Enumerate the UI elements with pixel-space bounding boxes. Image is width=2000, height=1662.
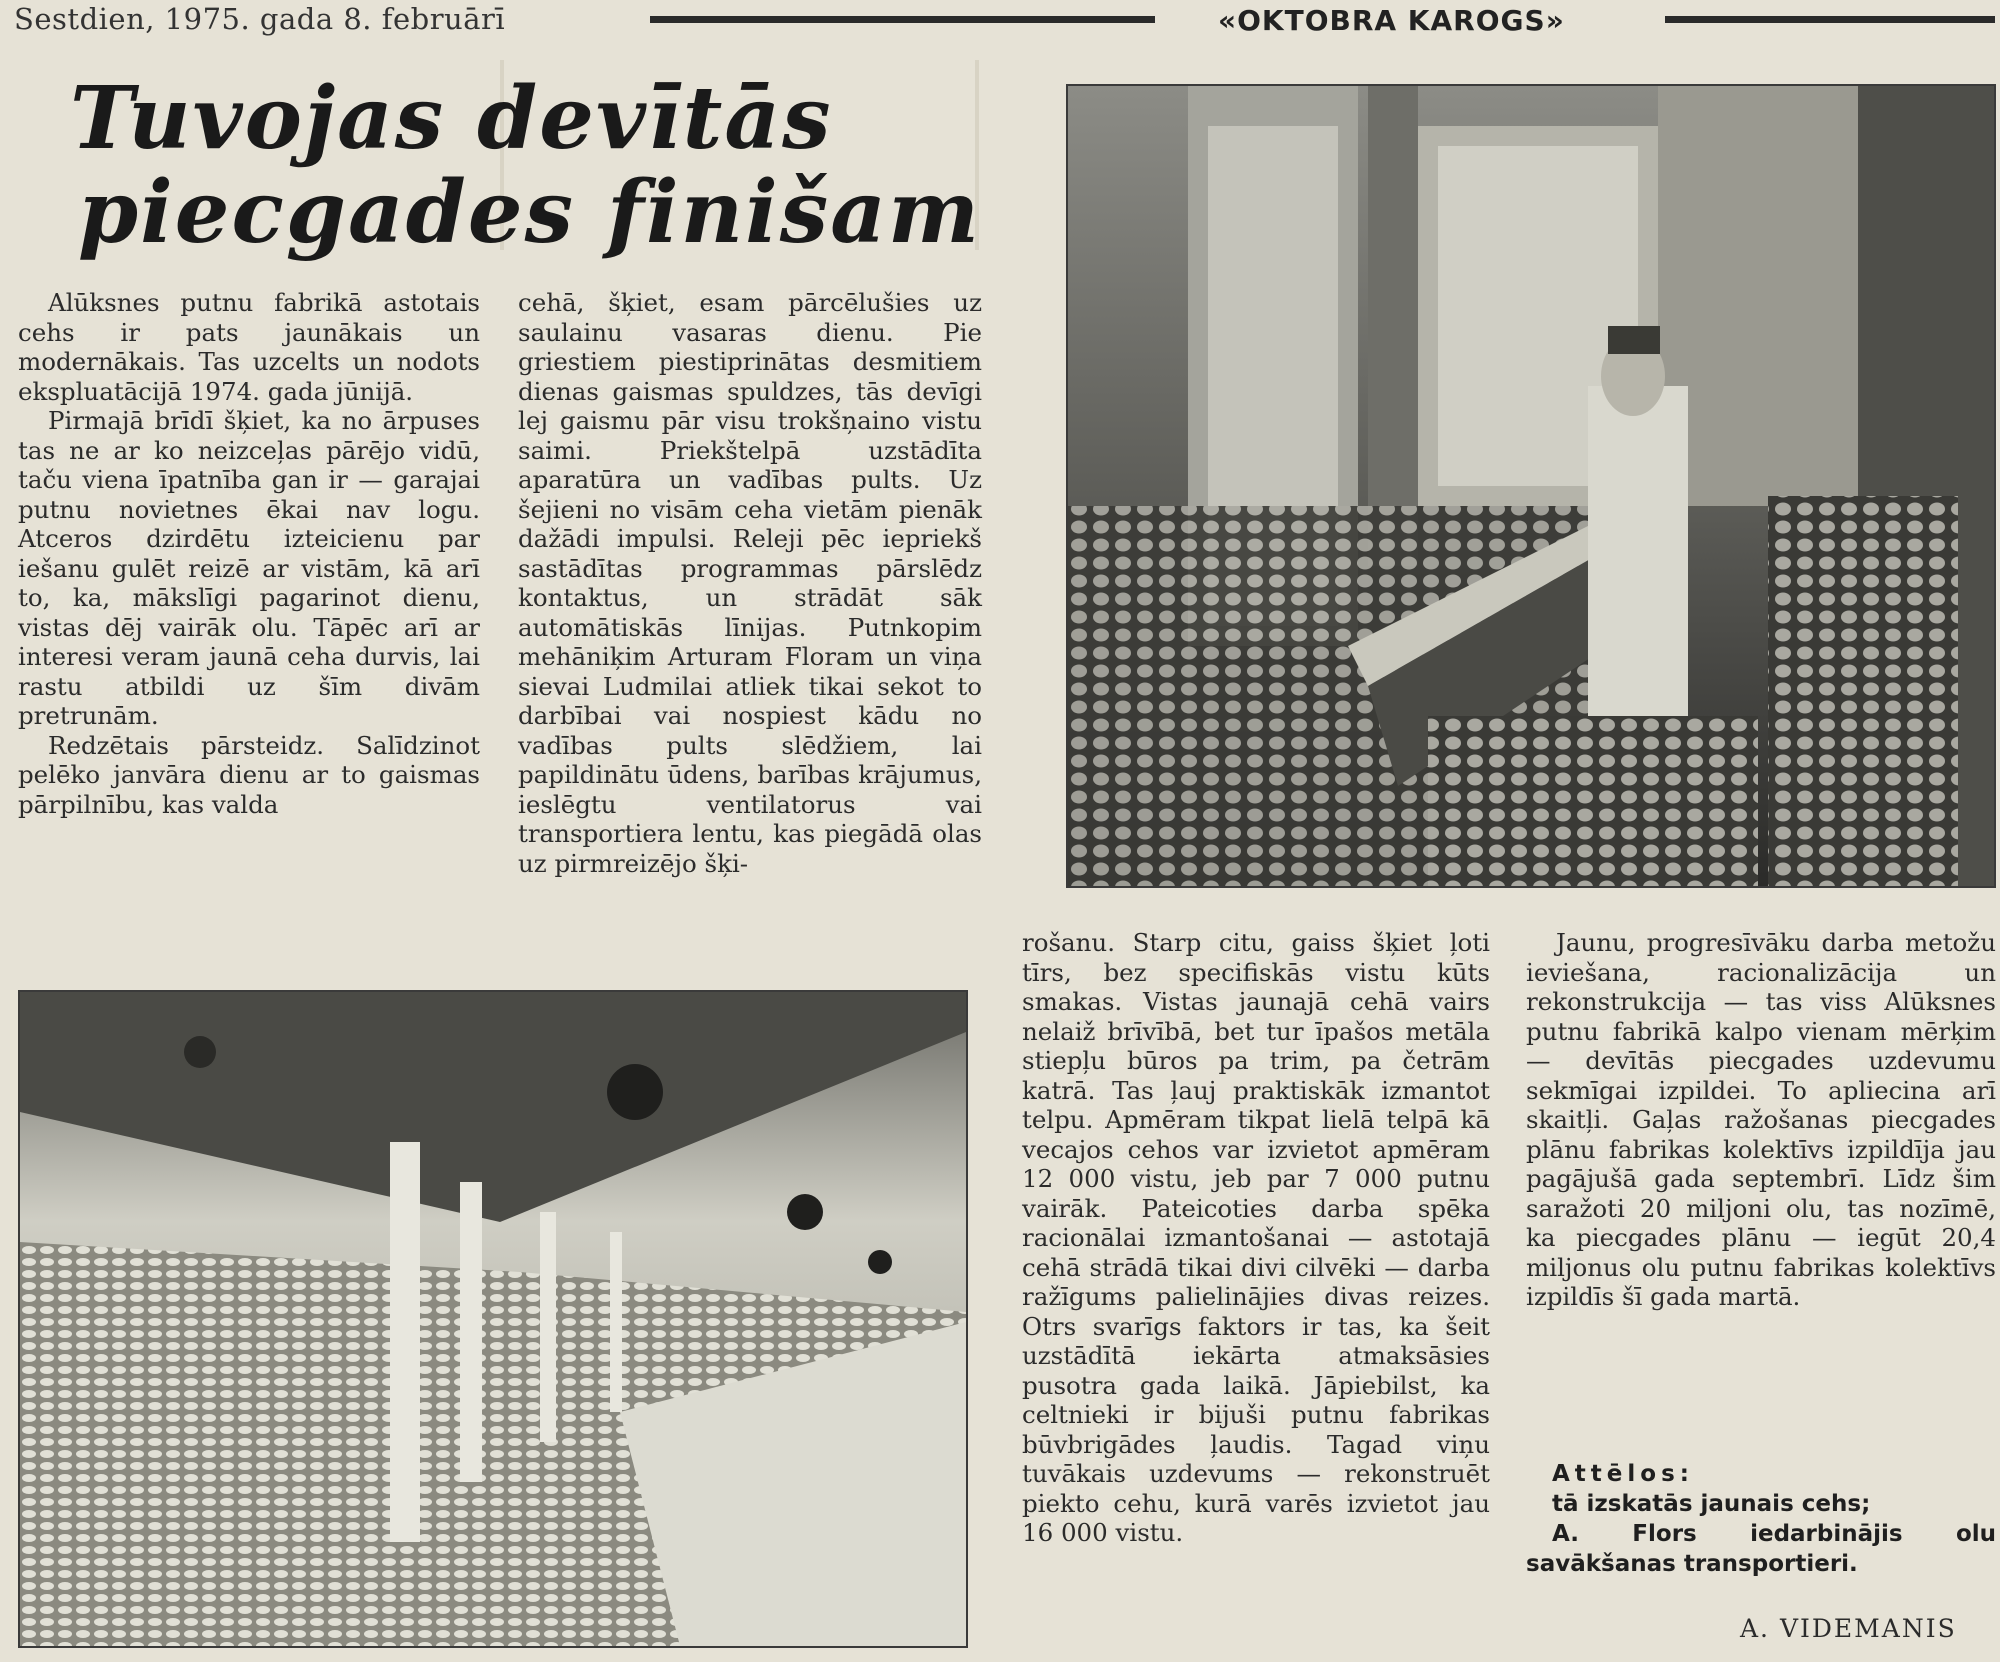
photo-poultry-hall-image: [20, 992, 966, 1646]
header-rule-right: [1665, 16, 1995, 23]
paragraph: Jaunu, progresīvāku darba metožu ieviešana, racionalizācija un rekonstrukcija — tas viss Alūksnes putnu fabrikā kalpo vienam mērķim — devītās piecgades uzdevumu sekmīgai izpildei. To apliecina arī skaitļi. Gaļas ražošanas piecgades plānu fabrikas kolektīvs izpildīja jau pagājušā gada septembrī. Līdz šim saražoti 20 miljoni olu, tas nozīmē, ka piecgades plānu — iegūt 20,4 miljonus olu putnu fabrikas kolektīvs izpildīs šī gada martā.: [1526, 928, 1996, 1311]
newspaper-name: «OKTOBRA KAROGS»: [1218, 4, 1565, 37]
photo-caption: [1526, 1459, 1996, 1579]
headline-line-2: piecgades finišam: [78, 162, 981, 263]
photo-egg-transporter-image: [1068, 86, 1994, 886]
author-byline: A. VIDEMANIS: [1740, 1614, 1957, 1643]
article-column-4: [1526, 928, 1996, 1312]
header-rule-left: [650, 16, 1155, 23]
article-column-2: [518, 288, 982, 878]
headline: [70, 68, 981, 263]
paragraph: rošanu. Starp citu, gaiss šķiet ļoti tīrs, bez specifiskās vistu kūts smakas. Vistas jaunajā cehā vairs nelaiž brīvībā, bet tur īpašos metāla stiepļu būros pa trim, pa četrām katrā. Tas ļauj praktiskāk izmantot telpu. Apmēram tikpat lielā telpā kā vecajos cehos var izvietot apmēram 12 000 vistu, jeb par 7 000 putnu vairāk. Pateicoties darba spēka racionālai izmantošanai — astotajā cehā strādā tikai divi cilvēki — darba ražīgums palielinājies divas reizes. Otrs svarīgs faktors ir tas, ka šeit uzstādītā iekārta atmaksāsies pusotra gada laikā. Jāpiebilst, ka celtnieki ir bijuši putnu fabrikas būvbrigādes ļaudis. Tagad viņu tuvākais uzdevums — rekonstruēt piekto cehu, kurā varēs izvietot jau 16 000 vistu.: [1022, 928, 1490, 1547]
photo-poultry-hall: [18, 990, 968, 1648]
headline-line-1: Tuvojas devītās: [70, 68, 833, 169]
article-column-3: [1022, 928, 1490, 1548]
caption-line-1: tā izskatās jaunais cehs;: [1552, 1491, 1871, 1517]
article-column-1: [18, 288, 480, 819]
paragraph: Alūksnes putnu fabrikā astotais cehs ir pats jaunākais un modernākais. Tas uzcelts un nodots ekspluatācijā 1974. gada jūnijā.: [18, 288, 480, 406]
paragraph: Redzētais pārsteidz. Salīdzinot pelēko janvāra dienu ar to gaismas pārpilnību, kas valda: [18, 730, 480, 819]
issue-date: Sestdien, 1975. gada 8. februārī: [14, 2, 506, 36]
paragraph: Pirmajā brīdī šķiet, ka no ārpuses tas ne ar ko neizceļas pārējo vidū, taču viena īpatnība gan ir — garajai putnu novietnes ēkai nav logu. Atceros dzirdētu izteicienu par iešanu gulēt reizē ar vistām, kā arī to, ka, mākslīgi pagarinot dienu, vistas dēj vairāk olu. Tāpēc arī ar interesi veram jaunā ceha durvis, lai rastu atbildi uz šīm divām pretrunām.: [18, 406, 480, 730]
photo-egg-transporter: [1066, 84, 1996, 888]
caption-line-2: A. Flors iedarbinājis olu savākšanas transportieri.: [1526, 1521, 1996, 1577]
caption-label: Attēlos:: [1552, 1461, 1694, 1487]
paragraph: cehā, šķiet, esam pārcēlušies uz saulainu vasaras dienu. Pie griestiem piestiprinātas desmitiem dienas gaismas spuldzes, tās devīgi lej gaismu pār visu trokšņaino vistu saimi. Priekštelpā uzstādīta aparatūra un vadības pults. Uz šejieni no visām ceha vietām pienāk dažādi impulsi. Releji pēc iepriekš sastādītas programmas pārslēdz kontaktus, un strādāt sāk automātiskās līnijas. Putnkopim mehāniķim Arturam Floram un viņa sievai Ludmilai atliek tikai sekot to darbībai vai nospiest kādu no vadības pults slēdžiem, lai papildinātu ūdens, barības krājumus, ieslēgtu ventilatorus vai transportiera lentu, kas piegādā olas uz pirmreizējo šķi-: [518, 288, 982, 878]
